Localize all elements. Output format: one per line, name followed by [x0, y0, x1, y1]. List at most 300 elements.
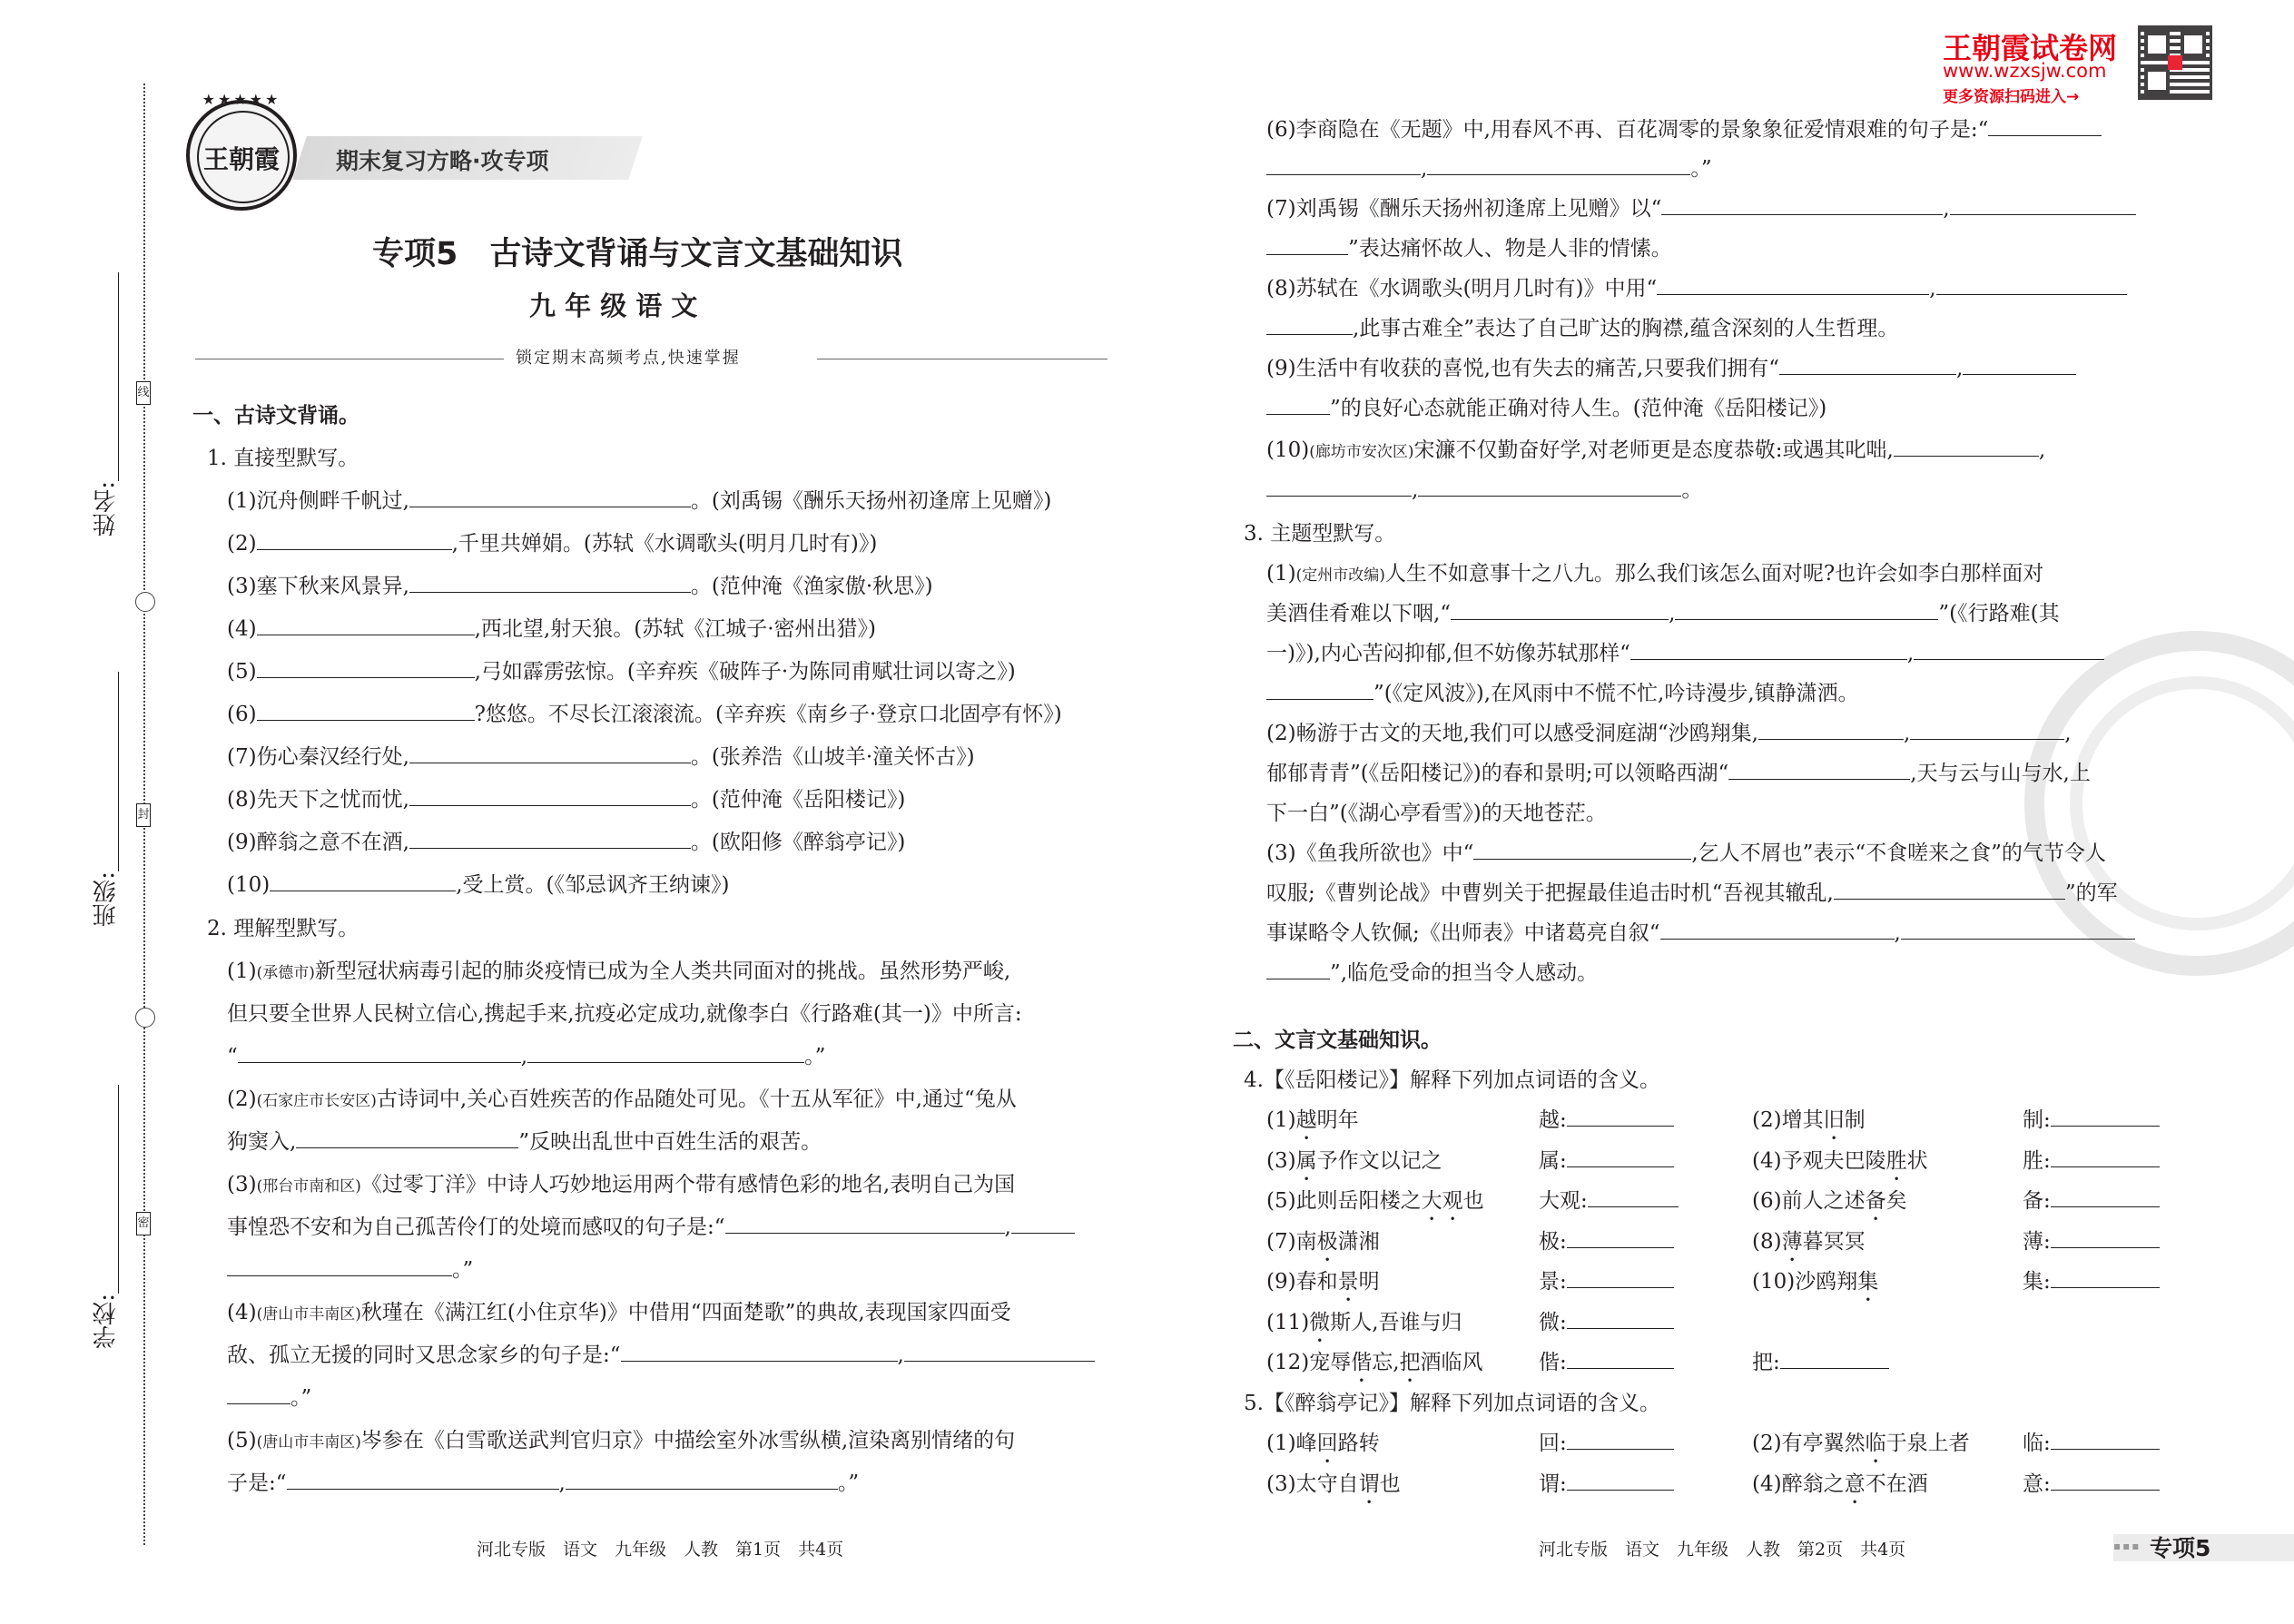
name-blank-line[interactable]: [118, 272, 119, 481]
vocab-key: 偕:: [1539, 1351, 1567, 1374]
vocab-answer: [2023, 1225, 2160, 1258]
brand-url[interactable]: www.wzxsjw.com: [1943, 60, 2107, 82]
q1-item: [227, 783, 905, 816]
q1-item-text: (3)塞下秋来风景异,: [227, 575, 409, 598]
vocab-text2: 暮冥冥: [1802, 1229, 1866, 1254]
vocab-key: 景:: [1539, 1270, 1567, 1294]
q1-item-source: (刘禹锡《酬乐天扬州初逢席上见赠》): [711, 489, 1052, 513]
q1-item-text2: 。: [690, 831, 712, 854]
q1-item-text: (10): [227, 873, 271, 897]
q1-item: [227, 613, 876, 645]
q2-5-region: (唐山市丰南区): [256, 1433, 361, 1452]
answer-blank[interactable]: [1914, 637, 2104, 660]
q2-5-text2: 子是:“: [227, 1471, 287, 1495]
answer-blank[interactable]: [1567, 1427, 1674, 1450]
q2-4-region: (唐山市丰南区): [256, 1305, 361, 1324]
answer-blank[interactable]: [2051, 1104, 2160, 1127]
q1-item-source: (苏轼《江城子·密州出猎》): [634, 617, 876, 641]
vocab-dotted-word: 临: [1865, 1432, 1886, 1455]
r10-line1: (10)(廊坊市安次区)宋濂不仅勤奋好学,对老师更是态度恭敬:或遇其叱咄, ,: [1266, 434, 2045, 468]
q2-2-line1: [227, 1083, 1017, 1117]
answer-blank[interactable]: [1266, 392, 1330, 415]
answer-blank[interactable]: [1567, 1346, 1674, 1369]
answer-blank[interactable]: [1567, 1225, 1674, 1248]
q1-item-text: (5): [227, 660, 257, 684]
answer-blank[interactable]: [1567, 1145, 1674, 1167]
vocab-text2: 明年: [1316, 1108, 1359, 1132]
vocab-phrase: [1266, 1468, 1401, 1509]
answer-blank[interactable]: [1418, 474, 1681, 497]
answer-blank[interactable]: [1661, 192, 1943, 215]
question-5-heading: 5.【《醉翁亭记》】解释下列加点词语的含义。: [1244, 1392, 1660, 1415]
brand-scan-hint: 更多资源扫码进入→: [1943, 88, 2080, 106]
vocab-key: 胜:: [2023, 1148, 2051, 1173]
q2-4-num: (4): [227, 1301, 257, 1324]
vocab-phrase: [1752, 1185, 1907, 1225]
vocab-answer: [1539, 1306, 1674, 1339]
answer-blank[interactable]: [409, 570, 691, 593]
vocab-dotted-word: 把: [1399, 1351, 1421, 1374]
vocab-text2: 制: [1844, 1108, 1866, 1132]
qr-code-icon[interactable]: [2138, 25, 2212, 100]
vocab-text: (3)太守自: [1266, 1471, 1359, 1496]
r6-line2: , 。”: [1266, 153, 1712, 185]
answer-blank[interactable]: [1901, 917, 2135, 940]
vocab-answer: [1539, 1468, 1674, 1501]
vocab-answer: [1752, 1346, 1889, 1379]
r8-line2: [1266, 312, 1898, 345]
answer-blank[interactable]: [1266, 232, 1348, 255]
answer-blank[interactable]: [1567, 1306, 1674, 1329]
class-label: 班级:: [93, 871, 120, 927]
q2-3-text: 《过零丁洋》中诗人巧妙地运用两个带有感情色彩的地名,表明自己为国: [360, 1173, 1016, 1196]
q1-item-text: (9)醉翁之意不在酒,: [227, 831, 409, 854]
vocab-key: 意:: [2023, 1471, 2051, 1496]
q1-item-text: (4): [227, 617, 257, 641]
t2-text3: ,天与云与山与水,上: [1910, 762, 2091, 785]
vocab-text2: 于泉上者: [1885, 1432, 1970, 1455]
t1-text5: ”(《定风波》),在风雨中不慌不忙,吟诗漫步,镇静潇洒。: [1373, 682, 1859, 705]
vocab-key: 回:: [1539, 1432, 1567, 1455]
t3-text4: ”的军: [2064, 881, 2118, 905]
section-heading-2: 二、文言文基础知识。: [1233, 1029, 1442, 1052]
vocab-phrase: [1752, 1225, 1866, 1266]
vocab-key: 极:: [1539, 1229, 1567, 1254]
vocab-answer: [1539, 1346, 1674, 1379]
vocab-text: (1)峰: [1266, 1432, 1317, 1455]
logo-text: 王朝霞: [202, 144, 280, 174]
vocab-text: (5)此则岳阳楼之: [1266, 1189, 1422, 1213]
vocab-dotted-word: 微: [1309, 1310, 1331, 1334]
answer-blank[interactable]: [2051, 1145, 2160, 1167]
r9-line1: (9)生活中有收获的喜悦,也有失去的痛苦,只要我们拥有“ ,: [1266, 352, 2076, 385]
answer-blank[interactable]: [1950, 192, 2136, 215]
seal-mark-feng: 封: [136, 803, 151, 827]
r8-text: (8)苏轼在《水调歌头(明月几时有)》中用“: [1266, 277, 1658, 300]
q2-3-line2: 事惶恐不安和为自己孤苦伶仃的处境而感叹的句子是:“ ,: [227, 1211, 1075, 1244]
vocab-text: (10)沙鸥翔: [1752, 1270, 1858, 1294]
vocab-text: (3): [1266, 1148, 1296, 1173]
q1-item: [227, 485, 1051, 517]
answer-blank[interactable]: [566, 1467, 838, 1490]
q1-item-source: (辛弃疾《南乡子·登京口北固亭有怀》): [714, 703, 1062, 726]
answer-blank[interactable]: [409, 485, 691, 507]
q1-item-text2: ,受上赏。: [456, 873, 546, 897]
answer-blank[interactable]: [1266, 153, 1421, 175]
q2-1-line3: “ , 。”: [227, 1040, 825, 1073]
vocab-answer: [2023, 1468, 2160, 1501]
t1-text4: 一)》),内心苦闷抑郁,但不妨像苏轼那样“: [1266, 642, 1630, 665]
answer-blank[interactable]: [1266, 957, 1330, 979]
vocab-answer: [2023, 1265, 2160, 1298]
q2-5-line2: 子是:“ , 。”: [227, 1467, 859, 1500]
vocab-text: (11): [1266, 1310, 1310, 1334]
answer-blank[interactable]: [409, 826, 691, 849]
q2-1-region: (承德市): [256, 964, 315, 982]
vocab-dotted-word: 旧: [1823, 1108, 1845, 1132]
vocab-phrase: [1266, 1306, 1462, 1347]
vocab-answer: [1539, 1265, 1674, 1298]
answer-blank[interactable]: [227, 1382, 290, 1404]
t1-line2: 美酒佳肴难以下咽,“ , ”(《行路难(其: [1266, 597, 2060, 630]
tagline: 锁定期末高频考点,快速掌握: [516, 349, 741, 368]
page-tab-label: 专项5: [2150, 1535, 2211, 1561]
q2-3-region: (邢台市南和区): [256, 1177, 361, 1196]
vocab-dotted-word: 集: [1857, 1270, 1879, 1294]
school-blank-line[interactable]: [118, 1085, 119, 1294]
vocab-phrase: [1266, 1145, 1442, 1186]
t1-region: (定州市改编): [1295, 566, 1385, 585]
vocab-phrase: [1752, 1427, 1970, 1468]
t2-line2: [1266, 757, 2091, 790]
q1-item-text2: 。: [690, 489, 712, 513]
answer-blank[interactable]: [1780, 1346, 1889, 1369]
answer-blank[interactable]: [527, 1040, 804, 1063]
answer-blank[interactable]: [1567, 1104, 1674, 1127]
q2-1-line1: [227, 955, 1010, 989]
vocab-dotted-word: 备: [1865, 1189, 1886, 1213]
vocab-phrase: [1266, 1225, 1380, 1266]
q1-item-text: (1)沉舟侧畔千帆过,: [227, 489, 409, 513]
answer-blank[interactable]: [1758, 717, 1904, 740]
vocab-dotted-word: 回: [1316, 1432, 1338, 1455]
vocab-dotted-word: 越: [1295, 1108, 1317, 1132]
footer-left: 河北专版 语文 九年级 人教 第1页 共4页: [477, 1540, 844, 1560]
q2-1-line2: 但只要全世界人民树立信心,携起手来,抗疫必定成功,就像李白《行路难(其一)》中所言:: [227, 1002, 1022, 1026]
vocab-text: (7)南: [1266, 1229, 1317, 1254]
q2-5-line1: [227, 1424, 1015, 1459]
vocab-phrase: [1266, 1185, 1484, 1225]
vocab-text2: 明: [1358, 1270, 1380, 1294]
r8-line1: (8)苏轼在《水调歌头(明月几时有)》中用“ ,: [1266, 272, 2127, 305]
footer-right: 河北专版 语文 九年级 人教 第2页 共4页: [1539, 1540, 1906, 1560]
vocab-text2: 也: [1462, 1189, 1484, 1213]
answer-blank[interactable]: [227, 1254, 452, 1276]
q1-item: [227, 741, 975, 773]
vocab-text: (2)有亭翼然: [1752, 1432, 1866, 1455]
t3-text2: ,乞人不屑也”表示“不食嗟来之食”的气节令人: [1691, 842, 2106, 865]
t3-line1: [1266, 837, 2106, 870]
q2-2-text3: ”反映出乱世中百姓生活的艰苦。: [518, 1130, 822, 1154]
vocab-answer: [2023, 1185, 2160, 1217]
answer-blank[interactable]: [1675, 597, 1938, 620]
vocab-phrase: [1752, 1104, 1866, 1145]
vocab-text2: 不在酒: [1865, 1471, 1928, 1496]
answer-blank[interactable]: [1266, 677, 1373, 700]
t3-text6: ”,临危受命的担当令人感动。: [1330, 961, 1599, 985]
r9-text: (9)生活中有收获的喜悦,也有失去的痛苦,只要我们拥有“: [1266, 357, 1779, 380]
r9-line2: [1266, 392, 1826, 425]
t3-text3: 叹服;《曹刿论战》中曹刿关于把握最佳追击时机“吾视其辙乱,: [1266, 881, 1834, 905]
answer-blank[interactable]: [1936, 272, 2127, 295]
vocab-text: (8): [1752, 1229, 1782, 1254]
q2-2-region: (石家庄市长安区): [256, 1092, 377, 1110]
answer-blank[interactable]: [1473, 837, 1691, 860]
banner-text: 期末复习方略·攻专项: [336, 148, 549, 174]
logo-seal: [186, 100, 297, 211]
page-title: 专项5 古诗文背诵与文言文基础知识: [372, 236, 903, 272]
vocab-key: 薄:: [2023, 1229, 2051, 1254]
answer-blank[interactable]: [287, 1467, 559, 1490]
answer-blank[interactable]: [2051, 1427, 2160, 1450]
q2-4-line2: 敌、孤立无援的同时又思念家乡的句子是:“ ,: [227, 1339, 1095, 1372]
vocab-key: 临:: [2023, 1432, 2051, 1455]
answer-blank[interactable]: [409, 783, 691, 806]
binding-hole: [135, 1008, 155, 1028]
answer-blank[interactable]: [621, 1339, 898, 1362]
vocab-text: (6)前人之述: [1752, 1189, 1866, 1213]
q1-item: [227, 570, 933, 603]
q1-item-text: (7)伤心秦汉经行处,: [227, 745, 409, 769]
q2-4-line1: [227, 1296, 1011, 1331]
answer-blank[interactable]: [1657, 272, 1929, 295]
r10-line2: , 。: [1266, 474, 1702, 507]
answer-blank[interactable]: [2051, 1265, 2160, 1288]
t3-text: (3)《鱼我所欲也》中“: [1266, 842, 1474, 865]
t3-line3: 事谋略令人钦佩;《出师表》中诸葛亮自叙“ ,: [1266, 917, 2135, 950]
vocab-dotted-word: 偕: [1351, 1351, 1373, 1374]
q1-item: [227, 527, 877, 560]
vocab-dotted-word: 景: [1337, 1270, 1359, 1294]
answer-blank[interactable]: [296, 1126, 518, 1148]
question-4-heading: 4.【《岳阳楼记》】解释下列加点词语的含义。: [1244, 1068, 1660, 1092]
q2-1-text: 新型冠状病毒引起的肺炎疫情已成为全人类共同面对的挑战。虽然形势严峻,: [314, 960, 1011, 983]
vocab-text3: 酒临风: [1420, 1351, 1483, 1374]
tab-dots: ▪▪▪: [2113, 1540, 2141, 1552]
vocab-text: (2)增其: [1752, 1108, 1824, 1132]
answer-blank[interactable]: [1567, 1468, 1674, 1491]
q1-item-source: (《邹忌讽齐王纳谏》): [546, 873, 730, 897]
answer-blank[interactable]: [1910, 717, 2064, 740]
q2-2-num: (2): [227, 1088, 257, 1111]
answer-blank[interactable]: [270, 869, 456, 891]
r8-text2: ,此事古难全”表达了自己旷达的胸襟,蕴含深刻的人生哲理。: [1353, 317, 1899, 340]
name-label: 姓名:: [93, 481, 120, 536]
answer-blank[interactable]: [1451, 597, 1669, 620]
vocab-dotted-word: 谓: [1358, 1471, 1380, 1496]
answer-blank[interactable]: [2051, 1225, 2160, 1248]
answer-blank[interactable]: [257, 655, 475, 678]
r10-num: (10): [1266, 438, 1310, 462]
question-1-heading: 1. 直接型默写。: [207, 447, 359, 470]
vocab-text: (9)春和: [1266, 1270, 1338, 1294]
q1-item-text2: 。: [690, 788, 712, 812]
q2-4-text: 秋瑾在《满江红(小住京华)》中借用“四面楚歌”的典故,表现国家四面受: [360, 1301, 1011, 1324]
logo-stars: ★★★★★: [202, 91, 281, 108]
class-blank-line[interactable]: [118, 672, 119, 871]
vocab-key: 制:: [2023, 1108, 2051, 1132]
vocab-phrase: [1266, 1427, 1380, 1468]
answer-blank[interactable]: [2051, 1468, 2160, 1491]
q2-4-text2: 敌、孤立无援的同时又思念家乡的句子是:“: [227, 1343, 621, 1367]
vocab-key: 集:: [2023, 1270, 2051, 1294]
q2-3-text2: 事惶恐不安和为自己孤苦伶仃的处境而感叹的句子是:“: [227, 1216, 725, 1239]
q2-5-num: (5): [227, 1429, 257, 1452]
vocab-dotted-word: 意: [1844, 1471, 1866, 1496]
q2-3-line1: [227, 1168, 1015, 1203]
vocab-phrase: [1752, 1265, 1878, 1306]
t2-line1: (2)畅游于古文的天地,我们可以感受洞庭湖“沙鸥翔集, , ,: [1266, 717, 2072, 750]
t1-text: 人生不如意事十之八九。那么我们该怎么面对呢?也许会如李白那样面对: [1384, 562, 2044, 586]
answer-blank[interactable]: [1266, 474, 1412, 497]
answer-blank[interactable]: [409, 741, 691, 763]
vocab-key: 微:: [1539, 1310, 1567, 1334]
t1-line4: [1266, 677, 1859, 710]
t1-num: (1): [1266, 562, 1296, 586]
answer-blank[interactable]: [1427, 153, 1690, 175]
q1-item-text: (6): [227, 703, 257, 726]
q1-item-text2: ?悠悠。不尽长江滚滚流。: [474, 703, 715, 726]
answer-blank[interactable]: [1630, 637, 1907, 660]
answer-blank[interactable]: [1266, 312, 1353, 335]
vocab-text2: 路转: [1337, 1432, 1380, 1455]
q1-item: [227, 869, 729, 901]
t3-text5: 事谋略令人钦佩;《出师表》中诸葛亮自叙“: [1266, 921, 1660, 945]
vocab-dotted-word: 薄: [1781, 1229, 1803, 1254]
vocab-text2: 也: [1379, 1471, 1401, 1496]
answer-blank[interactable]: [725, 1211, 1005, 1234]
r7-line1: (7)刘禹锡《酬乐天扬州初逢席上见赠》以“ ,: [1266, 192, 2136, 225]
vocab-key: 备:: [2023, 1189, 2051, 1213]
vocab-dotted-word: 大观: [1421, 1189, 1463, 1213]
r7-text2: ”表达痛怀故人、物是人非的情愫。: [1348, 237, 1672, 261]
q1-item-text2: ,千里共婵娟。: [451, 532, 584, 556]
q1-item: [227, 826, 905, 859]
vocab-key: 把:: [1752, 1351, 1780, 1374]
answer-blank[interactable]: [2051, 1185, 2160, 1207]
r10-region: (廊坊市安次区): [1309, 443, 1414, 461]
q1-item-text: (8)先天下之忧而忧,: [227, 788, 409, 812]
vocab-text2: 矣: [1885, 1189, 1907, 1213]
t3-line2: [1266, 877, 2118, 910]
vocab-dotted-word: 属: [1295, 1148, 1317, 1173]
question-2-heading: 2. 理解型默写。: [207, 917, 359, 940]
vocab-text2: 潇湘: [1337, 1229, 1380, 1254]
q1-item-source: (范仲淹《渔家傲·秋思》): [711, 575, 933, 598]
answer-blank[interactable]: [1660, 917, 1895, 940]
vocab-text: (4)予观夫巴陵: [1752, 1148, 1886, 1173]
page-subtitle: 九 年 级 语 文: [529, 290, 698, 321]
vocab-answer: [1539, 1104, 1674, 1137]
r7-text: (7)刘禹锡《酬乐天扬州初逢席上见赠》以“: [1266, 197, 1662, 221]
section-heading-1: 一、古诗文背诵。: [192, 404, 359, 428]
t1-line1: [1266, 557, 2043, 592]
seal-mark-mi: 密: [136, 1212, 151, 1235]
t2-line3: 下一白”(《湖心亭看雪》)的天地苍茫。: [1266, 802, 1607, 825]
seal-mark-xian: 线: [136, 381, 151, 405]
q2-5-text: 岑参在《白雪歌送武判官归京》中描绘室外冰雪纵横,渲染离别情绪的句: [360, 1429, 1016, 1452]
vocab-answer: [2023, 1104, 2160, 1137]
vocab-answer: [2023, 1145, 2160, 1177]
r6-text: (6)李商隐在《无题》中,用春风不再、百花凋零的景象象征爱情艰难的句子是:“: [1266, 118, 1989, 142]
q2-4-line3: 。”: [227, 1382, 311, 1414]
vocab-answer: [1539, 1427, 1674, 1460]
t2-text2: 郁郁青青”(《岳阳楼记》)的春和景明;可以领略西湖“: [1266, 762, 1729, 785]
answer-blank[interactable]: [1894, 434, 2039, 457]
vocab-phrase: [1266, 1346, 1483, 1387]
vocab-answer: [1539, 1225, 1674, 1258]
vocab-answer: [1539, 1145, 1674, 1177]
answer-blank[interactable]: [257, 527, 452, 550]
vocab-phrase: [1752, 1468, 1928, 1509]
r6-line1: [1266, 113, 2102, 146]
vocab-answer: [2023, 1427, 2160, 1460]
r10-text: 宋濂不仅勤奋好学,对老师更是态度恭敬:或遇其叱咄,: [1413, 438, 1894, 462]
answer-blank[interactable]: [238, 1040, 521, 1063]
t1-text3: ”(《行路难(其: [1938, 602, 2060, 625]
brand-name: 王朝霞试卷网: [1943, 31, 2118, 65]
answer-blank[interactable]: [1834, 877, 2065, 900]
vocab-text2: 忘,: [1372, 1351, 1400, 1374]
q1-item: [227, 655, 1016, 688]
q1-item-source: (范仲淹《岳阳楼记》): [711, 788, 906, 812]
vocab-answer: [1539, 1185, 1679, 1217]
t1-line3: 一)》),内心苦闷抑郁,但不妨像苏轼那样“ ,: [1266, 637, 2104, 670]
vocab-text2: 予作文以记之: [1316, 1148, 1442, 1173]
answer-blank[interactable]: [1588, 1185, 1679, 1207]
r9-text2: ”的良好心态就能正确对待人生。(范仲淹《岳阳楼记》): [1330, 397, 1827, 420]
q1-item-source: (苏轼《水调歌头(明月几时有)》): [583, 532, 878, 556]
q2-3-line3: 。”: [227, 1254, 473, 1286]
answer-blank[interactable]: [257, 613, 475, 635]
q1-item-text2: 。: [690, 745, 712, 769]
q2-2-text2: 狗窦入,: [227, 1130, 297, 1154]
q1-item-text2: 。: [690, 575, 712, 598]
q1-item: [227, 698, 1062, 731]
q1-item-text: (2): [227, 532, 257, 556]
answer-blank[interactable]: [1728, 757, 1910, 780]
q2-1-num: (1): [227, 960, 257, 983]
answer-blank[interactable]: [1011, 1211, 1075, 1234]
vocab-phrase: [1266, 1104, 1359, 1145]
vocab-key: 谓:: [1539, 1471, 1567, 1496]
r7-line2: [1266, 232, 1672, 265]
answer-blank[interactable]: [904, 1339, 1095, 1362]
question-3-heading: 3. 主题型默写。: [1244, 522, 1396, 546]
q1-item-source: (欧阳修《醉翁亭记》): [711, 831, 906, 854]
answer-blank[interactable]: [1779, 352, 1956, 375]
answer-blank[interactable]: [1567, 1265, 1674, 1288]
t1-text2: 美酒佳肴难以下咽,“: [1266, 602, 1452, 625]
vocab-key: 越:: [1539, 1108, 1567, 1132]
vocab-text2: 斯人,吾谁与归: [1330, 1310, 1462, 1334]
answer-blank[interactable]: [257, 698, 475, 721]
q1-item-source: (辛弃疾《破阵子·为陈同甫赋壮词以寄之》): [626, 660, 1016, 684]
answer-blank[interactable]: [1963, 352, 2076, 375]
q2-2-text: 古诗词中,关心百姓疾苦的作品随处可见。《十五从军征》中,通过“兔从: [376, 1088, 1017, 1111]
answer-blank[interactable]: [1988, 113, 2102, 136]
vocab-key: 属:: [1539, 1148, 1567, 1173]
